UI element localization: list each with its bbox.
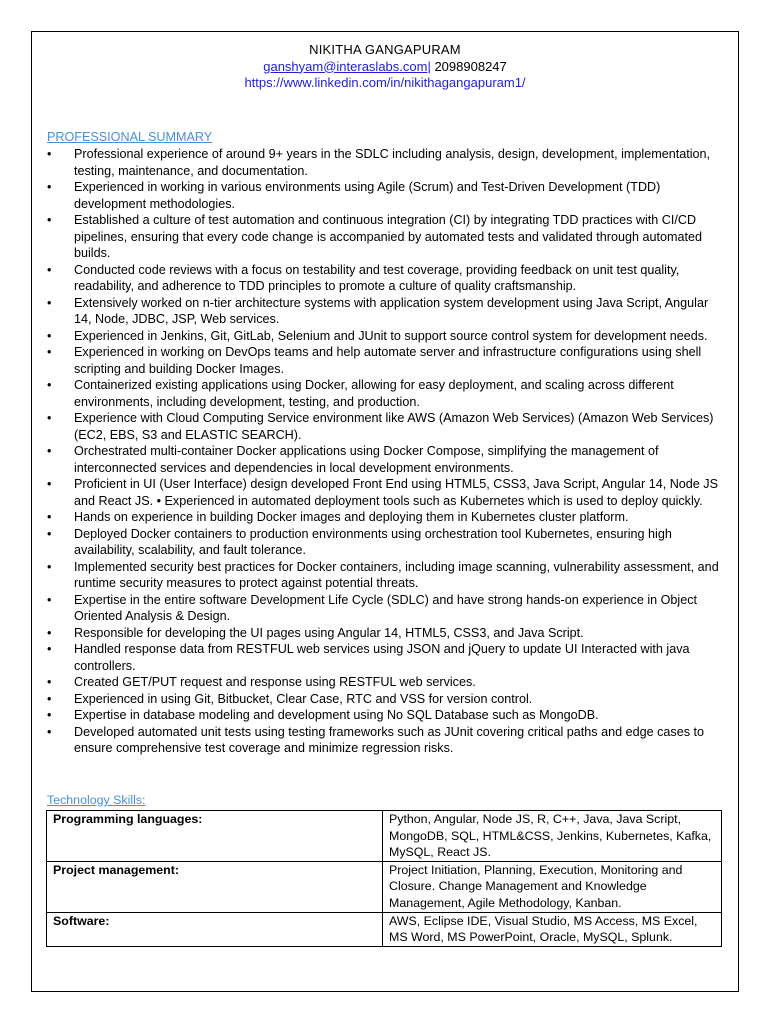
skill-category: Programming languages: bbox=[47, 811, 383, 862]
summary-item bbox=[47, 377, 727, 410]
summary-item bbox=[47, 509, 727, 526]
summary-item-text: Created GET/PUT request and response using RESTFUL web services. bbox=[74, 675, 476, 689]
summary-item-text: Proficient in UI (User Interface) design developed Front End using HTML5, CSS3, Java Script, Angular 14, Node JS and React JS. • Experienced in automated deployment tools such as Kubernetes which is used to deploy quickly. bbox=[74, 477, 718, 508]
skills-row bbox=[47, 861, 722, 912]
linkedin-link[interactable]: https://www.linkedin.com/in/nikithagangapuram1/ bbox=[244, 75, 526, 90]
bullet-icon: • bbox=[47, 477, 52, 491]
bullet-icon: • bbox=[47, 625, 52, 640]
summary-list bbox=[47, 146, 727, 757]
summary-item bbox=[47, 674, 727, 691]
summary-item bbox=[47, 344, 727, 377]
bullet-icon: • bbox=[47, 708, 52, 722]
skill-category: Software: bbox=[47, 912, 383, 946]
bullet-icon: • bbox=[47, 526, 52, 541]
summary-item-text: Expertise in database modeling and development using No SQL Database such as MongoDB. bbox=[74, 708, 599, 722]
summary-item bbox=[47, 691, 727, 708]
bullet-icon: • bbox=[47, 262, 52, 277]
bullet-icon: • bbox=[47, 559, 52, 574]
summary-item-text: Experienced in Jenkins, Git, GitLab, Selenium and JUnit to support source control system for development needs. bbox=[74, 328, 708, 343]
summary-item-text: Containerized existing applications using Docker, allowing for easy deployment, and scaling across different environments, including development, testing, and production. bbox=[74, 378, 674, 409]
bullet-icon: • bbox=[47, 328, 52, 343]
skill-values: AWS, Eclipse IDE, Visual Studio, MS Access, MS Excel, MS Word, MS PowerPoint, Oracle, MySQL, Splunk. bbox=[383, 912, 722, 946]
bullet-icon: • bbox=[47, 213, 52, 227]
summary-item bbox=[47, 295, 727, 328]
summary-item-text: Professional experience of around 9+ years in the SDLC including analysis, design, development, implementation, testing, maintenance, and documentation. bbox=[74, 147, 711, 178]
bullet-icon: • bbox=[47, 345, 52, 359]
summary-item-text: Experienced in using Git, Bitbucket, Clear Case, RTC and VSS for version control. bbox=[74, 691, 533, 706]
summary-item-text: Conducted code reviews with a focus on testability and test coverage, providing feedback on unit test quality, readability, and adherence to TDD principles to promote a culture of quality craftsmanship. bbox=[74, 262, 680, 293]
bullet-icon: • bbox=[47, 592, 52, 607]
technology-skills-heading: Technology Skills: bbox=[47, 793, 146, 807]
summary-item bbox=[47, 328, 727, 345]
summary-item bbox=[47, 641, 727, 674]
summary-item bbox=[47, 526, 727, 559]
summary-item bbox=[47, 179, 727, 212]
summary-item bbox=[47, 707, 727, 724]
summary-item bbox=[47, 625, 727, 642]
skills-table bbox=[46, 810, 722, 947]
candidate-name: NIKITHA GANGAPURAM bbox=[309, 42, 461, 57]
summary-item-text: Experienced in working on DevOps teams and help automate server and infrastructure configurations using shell scripting and building Docker Images. bbox=[74, 345, 702, 376]
summary-item-text: Experience with Cloud Computing Service environment like AWS (Amazon Web Services) (Amazon Web Services) (EC2, EBS, S3 and ELASTIC SEARCH). bbox=[74, 411, 714, 442]
summary-item bbox=[47, 592, 727, 625]
bullet-icon: • bbox=[47, 411, 52, 425]
summary-item-text: Deployed Docker containers to production environments using orchestration tool Kubernetes, ensuring high availability, scalability, and fault tolerance. bbox=[74, 526, 672, 557]
summary-item-text: Extensively worked on n-tier architecture systems with application system development using Java Script, Angular 14, Node, JDBC, JSP, Web services. bbox=[74, 295, 709, 326]
summary-item bbox=[47, 559, 727, 592]
summary-item-text: Handled response data from RESTFUL web services using JSON and jQuery to update UI Interacted with java controllers. bbox=[74, 642, 690, 673]
bullet-icon: • bbox=[47, 675, 52, 689]
summary-item-text: Hands on experience in building Docker images and deploying them in Kubernetes cluster platform. bbox=[74, 510, 629, 524]
summary-item bbox=[47, 476, 727, 509]
skill-category: Project management: bbox=[47, 861, 383, 912]
summary-item bbox=[47, 146, 727, 179]
skills-row bbox=[47, 912, 722, 946]
bullet-icon: • bbox=[47, 510, 52, 524]
bullet-icon: • bbox=[47, 642, 52, 656]
skills-row bbox=[47, 811, 722, 862]
bullet-icon: • bbox=[47, 724, 52, 739]
professional-summary-heading: PROFESSIONAL SUMMARY bbox=[47, 130, 213, 144]
summary-item bbox=[47, 262, 727, 295]
summary-item-text: Responsible for developing the UI pages using Angular 14, HTML5, CSS3, and Java Script. bbox=[74, 625, 584, 640]
summary-item bbox=[47, 724, 727, 757]
summary-item-text: Orchestrated multi-container Docker applications using Docker Compose, simplifying the management of interconnected services and dependencies in local development environments. bbox=[74, 444, 659, 475]
summary-item-text: Established a culture of test automation and continuous integration (CI) by integrating TDD practices with CI/CD pipelines, ensuring that every code change is accompanied by automated tests and validated through automated builds. bbox=[74, 213, 702, 260]
bullet-icon: • bbox=[47, 444, 52, 458]
skill-values: Project Initiation, Planning, Execution, Monitoring and Closure. Change Management and Knowledge Management, Agile Methodology, Kanban. bbox=[383, 861, 722, 912]
bullet-icon: • bbox=[47, 147, 52, 161]
summary-item-text: Developed automated unit tests using testing frameworks such as JUnit covering critical paths and edge cases to ensure comprehensive test coverage and minimize regression risks. bbox=[74, 724, 705, 755]
summary-item-text: Expertise in the entire software Development Life Cycle (SDLC) and have strong hands-on experience in Object Oriented Analysis & Design. bbox=[74, 592, 698, 623]
phone-number: 2098908247 bbox=[434, 58, 507, 74]
email-link[interactable]: ganshyam@interaslabs.com| bbox=[263, 58, 431, 74]
summary-item bbox=[47, 443, 727, 476]
resume-header bbox=[31, 42, 739, 92]
bullet-icon: • bbox=[47, 378, 52, 392]
summary-item-text: Experienced in working in various environments using Agile (Scrum) and Test-Driven Development (TDD) development methodologies. bbox=[74, 180, 661, 211]
bullet-icon: • bbox=[47, 691, 52, 706]
skill-values: Python, Angular, Node JS, R, C++, Java, Java Script, MongoDB, SQL, HTML&CSS, Jenkins, Kubernetes, Kafka, MySQL, React JS. bbox=[383, 811, 722, 862]
summary-item bbox=[47, 212, 727, 262]
bullet-icon: • bbox=[47, 295, 52, 310]
contact-line bbox=[31, 59, 739, 76]
summary-item-text: Implemented security best practices for Docker containers, including image scanning, vulnerability assessment, and runtime security measures to protect against potential threats. bbox=[74, 559, 719, 590]
bullet-icon: • bbox=[47, 180, 52, 194]
summary-item bbox=[47, 410, 727, 443]
